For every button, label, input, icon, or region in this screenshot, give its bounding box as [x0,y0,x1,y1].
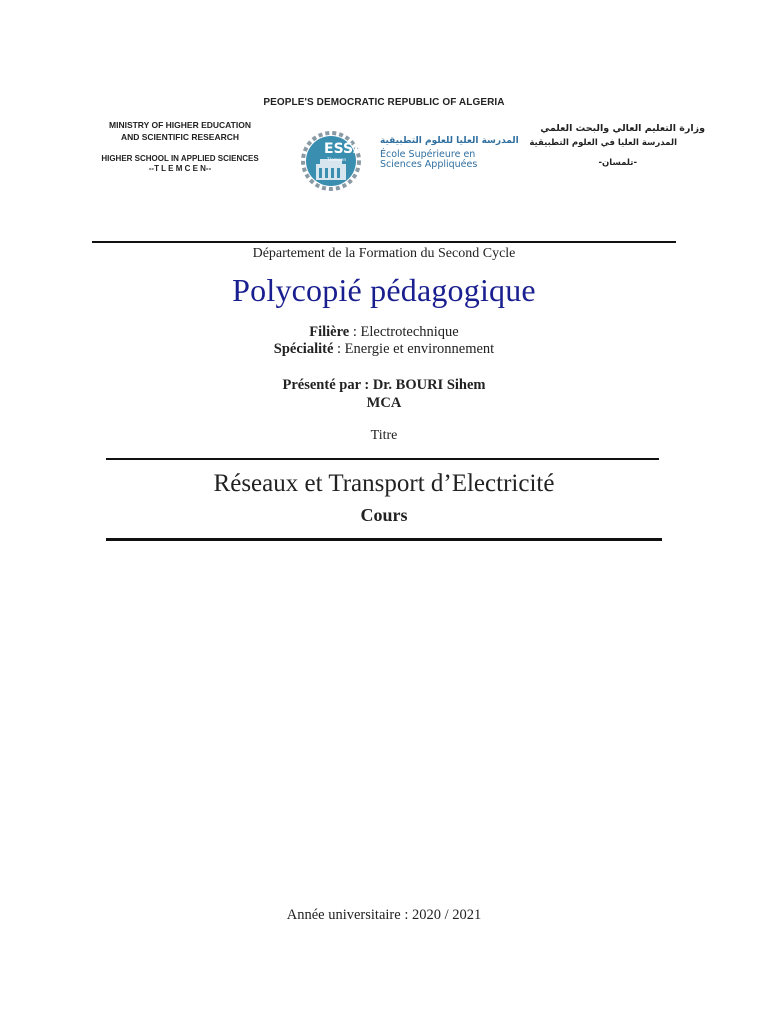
filiere-value: : Electrotechnique [349,324,459,340]
logo-french-name [380,150,495,170]
school-line-1: HIGHER SCHOOL IN APPLIED SCIENCES [101,154,259,163]
title-rule-top [106,458,659,460]
school-block [85,154,275,174]
titre-label: Titre [370,428,398,443]
arabic-line-3: -تلمسان- [598,158,637,168]
logo-fr-line-1: École Supérieure en [380,149,476,160]
header-rule [92,241,676,243]
arabic-line-1: وزارة التعليم العالي والبحث العلمي [540,123,705,134]
specialite-label: Spécialité [273,341,334,357]
ministry-line-2: AND SCIENTIFIC RESEARCH [120,132,240,142]
essa-emblem-icon [300,130,382,192]
logo-acronym: ESSA [324,141,364,157]
essa-logo [300,130,519,192]
country-header: PEOPLE'S DEMOCRATIC REPUBLIC OF ALGERIA [263,97,505,108]
ministry-block [85,119,275,143]
logo-arabic-name: المدرسة العليا للعلوم التطبيقية [380,136,519,146]
presenter-line: Présenté par : Dr. BOURI Sihem [282,377,486,393]
ministry-line-1: MINISTRY OF HIGHER EDUCATION [109,120,251,130]
filiere-label: Filière [309,324,350,340]
school-line-2: --T L E M C E N-- [148,164,212,173]
arabic-line-2: المدرسة العليا في العلوم التطبيقية [529,138,677,148]
course-title: Réseaux et Transport d’Electricité [213,470,555,497]
logo-fr-line-2: Sciences Appliquées [380,159,478,170]
arabic-block [490,122,705,170]
course-type: Cours [360,505,408,525]
title-rule-bottom [106,538,662,541]
specialite-value: : Energie et environnement [333,341,495,357]
presenter-grade: MCA [366,395,402,411]
page-title: Polycopié pédagogique [232,272,536,308]
filiere-line [0,324,768,341]
academic-year: Année universitaire : 2020 / 2021 [286,907,482,923]
logo-city: Tlemcen [327,158,347,163]
department-label: Département de la Formation du Second Cycle [252,246,516,261]
specialite-line [0,341,768,358]
